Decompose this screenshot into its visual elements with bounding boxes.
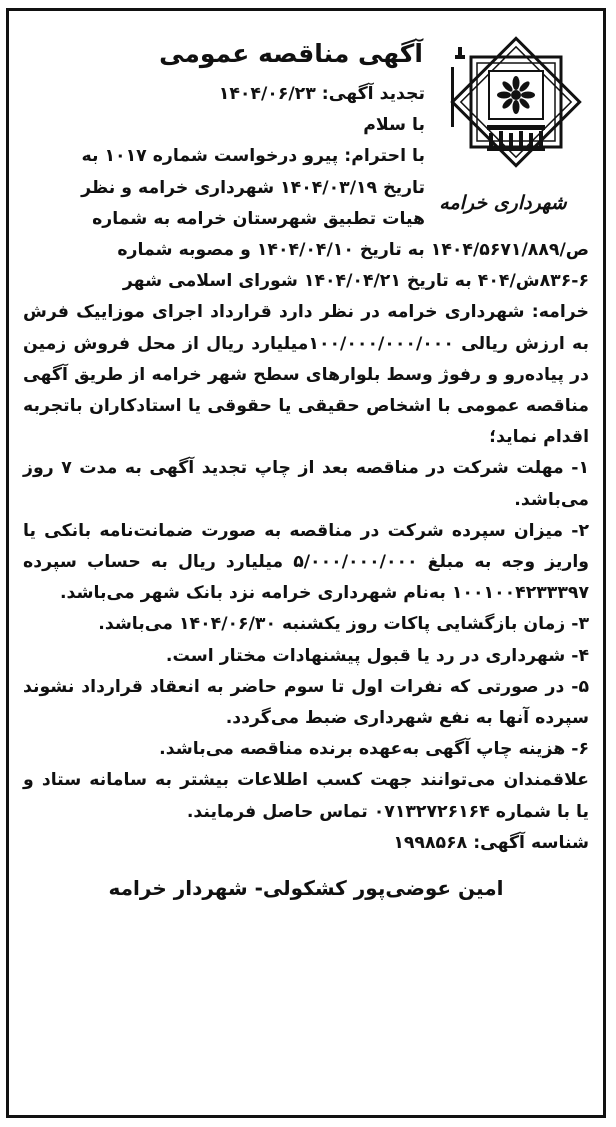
greeting: با سلام bbox=[363, 115, 425, 136]
renewal-date: تجدید آگهی: ۱۴۰۴/۰۶/۲۳ bbox=[218, 84, 425, 104]
intro-line: ۸۳۶-۶ش/۴۰۴ به تاریخ ۱۴۰۴/۰۴/۲۱ شورای اسلامی شهر bbox=[122, 271, 589, 292]
condition-item: ۴- شهرداری در رد یا قبول پیشنهادات مختار است. bbox=[165, 645, 589, 666]
condition-item: ۳- زمان بازگشایی پاکات روز یکشنبه ۱۴۰۴/۰۶/۳۰ می‌باشد. bbox=[98, 614, 589, 635]
intro-line: تاریخ ۱۴۰۴/۰۳/۱۹ شهرداری خرامه و نظر bbox=[81, 177, 425, 198]
intro-line: ص/۱۴۰۴/۵۶۷۱/۸۸۹ به تاریخ ۱۴۰۴/۰۴/۱۰ و مصوبه شماره bbox=[117, 240, 589, 261]
notice-title: آگهی مناقصه عمومی bbox=[159, 39, 423, 68]
condition-item: ۱- مهلت شرکت در مناقصه بعد از چاپ تجدید آگهی به مدت ۷ روز می‌باشد. bbox=[23, 458, 590, 510]
notice-frame bbox=[6, 8, 606, 1118]
intro-line: هیات تطبیق شهرستان خرامه به شماره bbox=[92, 208, 425, 229]
logo-caption: شهرداری خرامه bbox=[439, 192, 567, 214]
condition-item: ۵- در صورتی که نفرات اول تا سوم حاضر به انعقاد قرارداد نشوند سپرده آنها به نفع شهرداری ضبط می‌گردد. bbox=[23, 676, 589, 729]
notice-body: خرامه: شهرداری خرامه در نظر دارد قرارداد اجرای موزاییک فرش به ارزش ریالی ۱۰۰/۰۰۰/۰۰۰/۰۰۰میلیارد ریال از محل فروش زمین در پیاده‌رو و رفوژ وسط بلوارهای سطح شهر خرامه از طریق آگهی مناقصه عمومی با اشخاص حقیقی یا حقوقی یا استادکاران باتجربه اقدام نماید؛ bbox=[23, 302, 589, 448]
notice-header-block bbox=[23, 79, 425, 235]
ad-id: شناسه آگهی: ۱۹۹۸۵۶۸ bbox=[393, 832, 589, 853]
condition-item: ۶- هزینه چاپ آگهی به‌عهده برنده مناقصه می‌باشد. bbox=[159, 739, 589, 760]
contact-info: علاقمندان می‌توانند جهت کسب اطلاعات بیشتر به سامانه ستاد و یا با شماره ۰۷۱۳۲۷۲۶۱۶۴ تماس حاصل فرمایند. bbox=[23, 770, 589, 822]
notice-content bbox=[23, 37, 589, 903]
signature: امین عوضی‌پور کشکولی- شهردار خرامه bbox=[108, 876, 504, 901]
condition-item: ۲- میزان سپرده شرکت در مناقصه به صورت ضمانت‌نامه بانکی یا واریز وجه به مبلغ ۵/۰۰۰/۰۰۰/۰۰۰ میلیارد ریال به حساب سپرده ۱۰۰۱۰۰۴۲۳۳۳۹۷ به‌نام شهرداری خرامه نزد بانک شهر می‌باشد. bbox=[23, 520, 590, 604]
intro-line: با احترام: پیرو درخواست شماره ۱۰۱۷ به bbox=[81, 146, 425, 167]
